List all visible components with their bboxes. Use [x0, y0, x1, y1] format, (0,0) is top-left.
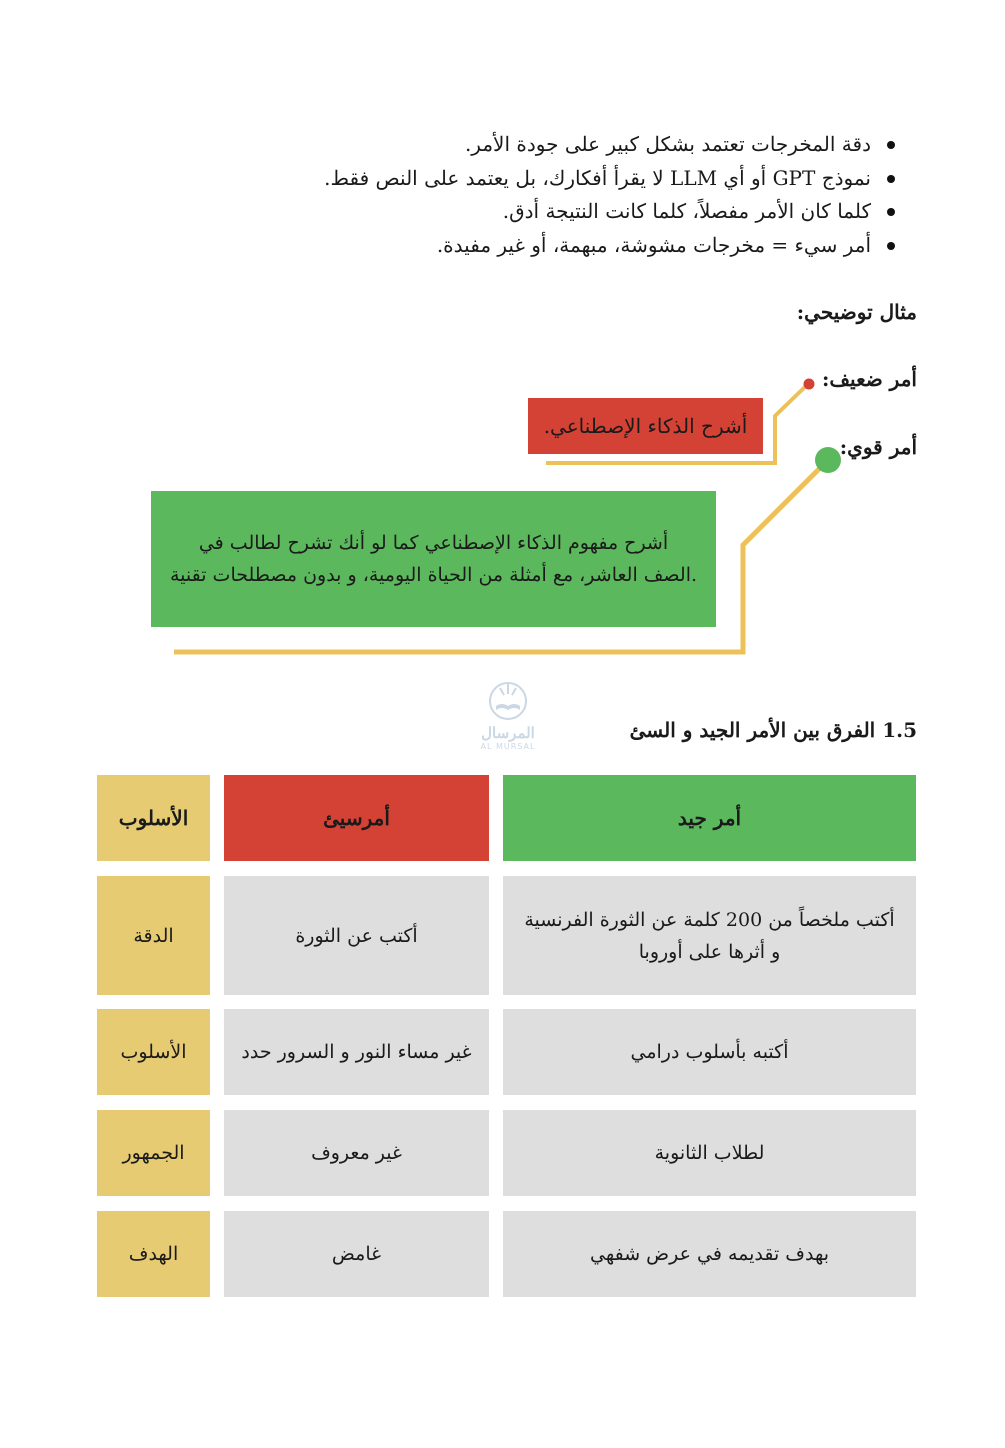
bullet-text: دقة المخرجات تعتمد بشكل كبير على جودة الأمر. — [464, 132, 871, 156]
table-cell-style: الجمهور — [97, 1110, 210, 1196]
strong-prompt-box — [151, 491, 716, 627]
bullet-text: أمر سيء = مخرجات مشوشة، مبهمة، أو غير مفيدة. — [436, 232, 871, 257]
weak-prompt-label: أمر ضعيف: — [821, 367, 917, 391]
weak-prompt-box — [528, 398, 763, 454]
watermark-arabic-text: المرسال — [481, 724, 535, 742]
strong-prompt-text-line: أشرح مفهوم الذكاء الإصطناعي كما لو أنك تشرح لطالب في — [198, 532, 669, 554]
strong-prompt-text-line: .الصف العاشر، مع أمثلة من الحياة اليومية، و بدون مصطلحات تقنية — [169, 564, 698, 586]
strong-dot-icon — [815, 447, 841, 473]
table-cell-bad: أكتب عن الثورة — [224, 876, 489, 995]
cell-text-line: أكتب ملخصاً من 200 كلمة عن الثورة الفرنسية — [524, 908, 895, 931]
example-heading: مثال توضيحي: — [796, 300, 917, 324]
table-cell-bad: غير معروف — [224, 1110, 489, 1196]
table-cell-good — [503, 876, 916, 995]
cell-text-line: و أثرها على أوروبا — [638, 940, 781, 963]
table-header-good: أمر جيد — [503, 775, 916, 861]
table-cell-bad: غامض — [224, 1211, 489, 1297]
open-book-icon — [481, 680, 535, 720]
table-cell-style: الهدف — [97, 1211, 210, 1297]
table-cell-style: الأسلوب — [97, 1009, 210, 1095]
table-cell-good: بهدف تقديمه في عرض شفهي — [503, 1211, 916, 1297]
strong-prompt-label: أمر قوي: — [839, 435, 917, 459]
table-cell-good: أكتبه بأسلوب درامي — [503, 1009, 916, 1095]
bullet-text: نموذج GPT أو أي LLM لا يقرأ أفكارك، بل يعتمد على النص فقط. — [324, 165, 871, 190]
bullet-text: كلما كان الأمر مفصلاً، كلما كانت النتيجة أدق. — [502, 199, 871, 223]
table-cell-style: الدقة — [97, 876, 210, 995]
table-cell-bad: غير مساء النور و السرور حدد — [224, 1009, 489, 1095]
weak-dot-icon — [804, 379, 815, 390]
weak-prompt-text: أشرح الذكاء الإصطناعي. — [543, 414, 748, 438]
table-header-style: الأسلوب — [97, 775, 210, 861]
watermark-logo — [476, 680, 540, 751]
watermark-english-text: AL MURSAL — [480, 742, 536, 751]
section-title: 1.5 الفرق بين الأمر الجيد و السئ — [629, 718, 917, 742]
table-header-bad: أمرسيئ — [224, 775, 489, 861]
table-cell-good: لطلاب الثانوية — [503, 1110, 916, 1196]
